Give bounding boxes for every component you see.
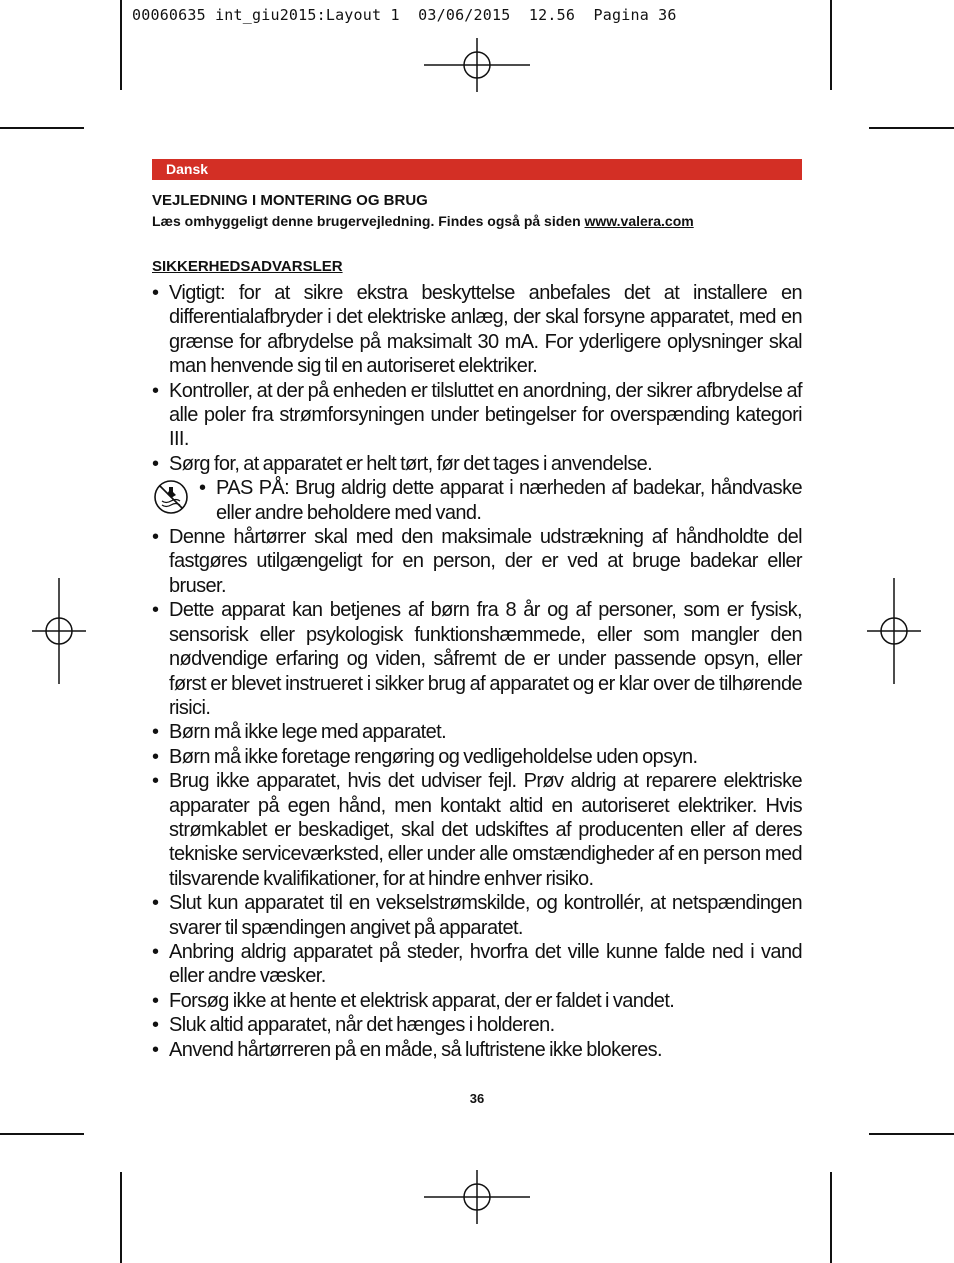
bullet: •: [152, 452, 159, 475]
bullet: •: [152, 892, 159, 915]
warning-item: [152, 379, 802, 452]
document-subtitle: [152, 213, 694, 229]
crop-mark: [869, 1133, 954, 1135]
subtitle-text: Læs omhyggeligt denne brugervejledning. Findes også på siden: [152, 213, 585, 229]
bullet: •: [152, 989, 159, 1012]
warning-text: Denne hårtørrer skal med den maksimale udstrækning af håndholdte del fastgøres utilgængeligt for en person, der er ved at bruge badekar eller bruser.: [169, 526, 802, 597]
bullet: •: [152, 1038, 159, 1061]
crop-mark: [869, 127, 954, 129]
print-slug: 00060635 int_giu2015:Layout 1 03/06/2015 12.56 Pagina 36: [132, 6, 677, 24]
bullet: •: [152, 721, 159, 744]
warning-item: [152, 940, 802, 989]
bullet: •: [199, 477, 206, 500]
bullet: •: [152, 940, 159, 963]
registration-mark-right: [867, 578, 921, 684]
warning-text: Dette apparat kan betjenes af børn fra 8 år og af personer, som er fysisk, sensorisk eller psykologisk funktionshæmmede, eller som mangler den nødvendige erfaring og viden, såfremt de er under passende opsyn, eller først er blevet instrueret i sikker brug af apparatet og er klar over de tilhørende risici.: [169, 599, 802, 719]
crop-mark: [120, 1172, 122, 1263]
warnings-list: [152, 281, 802, 1062]
warning-text: Børn må ikke lege med apparatet.: [169, 721, 447, 744]
registration-mark-bottom: [424, 1170, 530, 1224]
warning-text: Kontroller, at der på enheden er tilsluttet en anordning, der sikrer afbrydelse af alle poler fra strømforsyningen under betingelser for overspænding kategori III.: [169, 379, 802, 451]
warning-item: [152, 452, 802, 476]
warning-item: [152, 891, 802, 940]
no-water-icon: [152, 478, 190, 516]
warning-item: [152, 769, 802, 891]
section-title: SIKKERHEDSADVARSLER: [152, 258, 343, 275]
warning-item: [152, 525, 802, 598]
bullet: •: [152, 599, 159, 622]
bullet: •: [152, 526, 159, 549]
bullet: •: [152, 379, 159, 402]
document-title: VEJLEDNING I MONTERING OG BRUG: [152, 192, 428, 209]
crop-mark: [0, 1133, 84, 1135]
crop-mark: [0, 127, 84, 129]
warning-text: Sørg for, at apparatet er helt tørt, før det tages i anvendelse.: [169, 452, 653, 475]
bullet: •: [152, 745, 159, 768]
warning-text: Brug ikke apparatet, hvis det udviser fejl. Prøv aldrig at reparere elektriske apparater på egen hånd, men kontakt altid en autoriseret elektriker. Hvis strømkablet er beskadiget, skal det udskiftes af producenten eller af deres tekniske serviceværksted, eller under alle omstændigheder af en person med tilsvarende kvalifikationer, for at hindre enhver risiko.: [169, 770, 802, 890]
warning-item-water: [152, 476, 802, 525]
bullet: •: [152, 770, 159, 793]
bullet: •: [152, 282, 159, 304]
warning-item: [152, 720, 802, 744]
warning-text: Børn må ikke foretage rengøring og vedligeholdelse uden opsyn.: [169, 745, 698, 768]
registration-mark-top: [424, 38, 530, 92]
page-number: 36: [469, 1091, 485, 1106]
warning-text: Forsøg ikke at hente et elektrisk apparat, der er faldet i vandet.: [169, 989, 675, 1012]
warning-text: Slut kun apparatet til en vekselstrømskilde, og kontrollér, at netspændingen svarer til spændingen angivet på apparatet.: [169, 892, 802, 939]
warning-text: Anbring aldrig apparatet på steder, hvorfra det ville kunne falde ned i vand eller andre væsker.: [169, 940, 802, 988]
warning-text: Anvend hårtørreren på en måde, så luftristene ikke blokeres.: [169, 1038, 662, 1061]
warning-item: [152, 1013, 802, 1037]
crop-mark: [830, 0, 832, 90]
registration-mark-left: [32, 578, 86, 684]
language-label: Dansk: [152, 159, 802, 180]
warning-text: Vigtigt: for at sikre ekstra beskyttelse anbefales det at installere en differentialafbryder i det elektriske anlæg, der skal forsyne apparatet, med en grænse for afbrydelse på maksimalt 30 mA. For yderligere oplysninger skal man henvende sig til en autoriseret elektriker.: [169, 282, 802, 378]
warning-item: [152, 745, 802, 769]
warning-text: PAS PÅ: Brug aldrig dette apparat i nærheden af badekar, håndvaske eller andre beholdere med vand.: [216, 477, 802, 524]
warning-item: [152, 989, 802, 1013]
warning-item: [152, 598, 802, 720]
crop-mark: [830, 1172, 832, 1263]
bullet: •: [152, 1014, 159, 1037]
website-link[interactable]: www.valera.com: [584, 213, 694, 229]
crop-mark: [120, 0, 122, 90]
warning-item: [152, 1038, 802, 1062]
warning-text: Sluk altid apparatet, når det hænges i holderen.: [169, 1014, 555, 1037]
warning-item: [152, 281, 802, 379]
